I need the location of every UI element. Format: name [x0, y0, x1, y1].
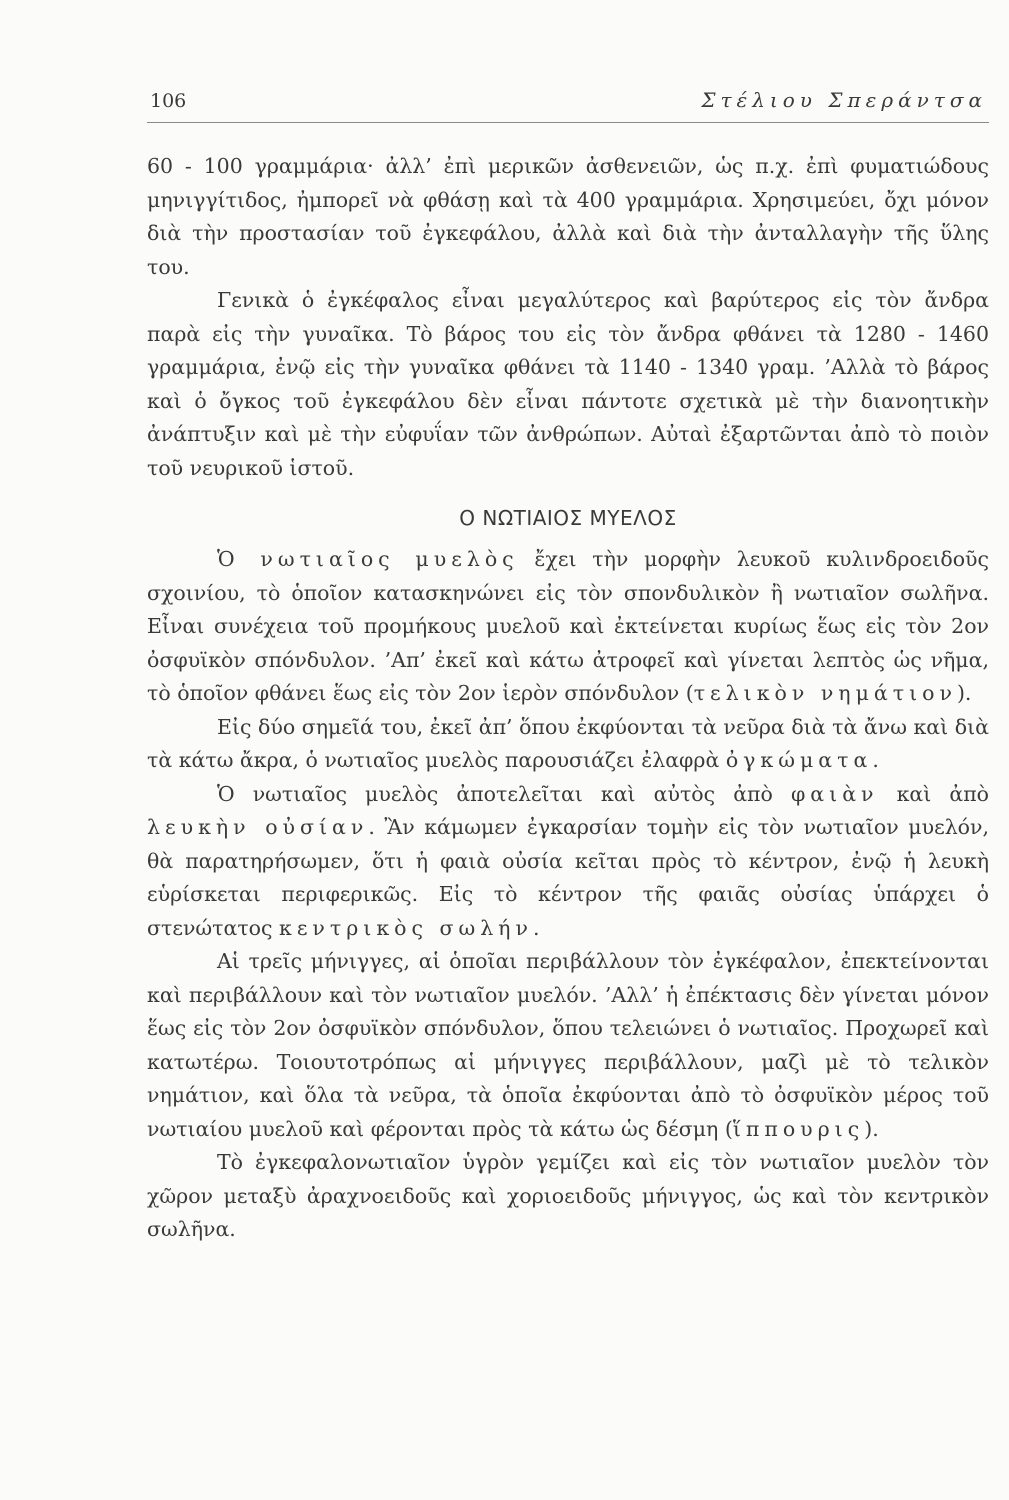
paragraph-text: . Ἂν κάμωμεν ἐγκαρσίαν τομὴν εἰς τὸν νωτιαῖον μυελόν, θὰ παρατηρήσωμεν, ὅτι ἡ φαιὰ οὐσία κεῖται πρὸς τὸ κέντρον, ἐνῷ ἡ λευκὴ εὑρίσκεται περιφερικῶς. Εἰς τὸ κέντρον τῆς φαιᾶς οὐσίας ὑπάρχει ὁ στενώτατος [147, 815, 990, 940]
paragraph: Γενικὰ ὁ ἐγκέφαλος εἶναι μεγαλύτερος καὶ βαρύτερος εἰς τὸν ἄνδρα παρὰ εἰς τὴν γυναῖκα. Τὸ βάρος του εἰς τὸν ἄνδρα φθάνει τὰ 1280 - 1460 γραμμάρια, ἐνῷ εἰς τὴν γυναῖκα φθάνει τὰ 1140 - 1340 γραμ. ’Αλλὰ τὸ βάρος καὶ ὁ ὄγκος τοῦ ἐγκεφάλου δὲν εἶναι πάντοτε σχετικὰ μὲ τὴν διανοητικὴν ἀνάπτυξιν καὶ μὲ τὴν εὐφυΐαν τῶν ἀνθρώπων. Αὐταὶ ἐξαρτῶνται ἀπὸ τὸ ποιὸν τοῦ νευρικοῦ ἱστοῦ. [147, 288, 989, 480]
paragraph-text: καὶ ἀπὸ [878, 781, 990, 806]
spaced-term: φαιὰν [790, 781, 879, 806]
spaced-term: Ὁ νωτιαῖος μυελὸς [217, 547, 519, 571]
page-number: 106 [150, 90, 187, 112]
paragraph [147, 711, 989, 778]
paragraph-text: ). [864, 1116, 879, 1141]
paragraph: Τὸ ἐγκεφαλονωτιαῖον ὑγρὸν γεμίζει καὶ εἰς τὸν νωτιαῖον μυελὸν τὸν χῶρον μεταξὺ ἀραχνοειδοῦς καὶ χοριοειδοῦς μήνιγγος, ὡς καὶ τὸν κεντρικὸν σωλῆνα. [147, 1150, 989, 1241]
spaced-term: λευκὴν οὐσίαν [147, 815, 369, 839]
spaced-term: ἵππουρις [732, 1116, 865, 1141]
body-text [147, 150, 989, 1247]
paragraph-text: Αἱ τρεῖς μήνιγγες, αἱ ὁποῖαι περιβάλλουν τὸν ἐγκέφαλον, ἐπεκτείνονται καὶ περιβάλλουν καὶ τὸν νωτιαῖον μυελόν. ’Αλλ’ ἡ ἐπέκτασις δὲν γίνεται μόνον ἕως εἰς τὸν 2ον ὀσφυϊκὸν σπόνδυλον, ὅπου τελειώνει ὁ νωτιαῖος. Προχωρεῖ καὶ κατωτέρω. Τοιουτοτρόπως αἱ μήνιγγες περιβάλλουν, μαζὶ μὲ τὸ τελικὸν νημάτιον, καὶ ὅλα τὰ νεῦρα, τὰ ὁποῖα ἐκφύονται ἀπὸ τὸ ὀσφυϊκὸν μέρος τοῦ νωτιαίου μυελοῦ καὶ φέρονται πρὸς τὰ κάτω ὡς δέσμη ( [147, 949, 989, 1141]
paragraph [147, 945, 989, 1146]
section-heading: Ο ΝΩΤΙΑΙΟΣ ΜΥΕΛΟΣ [459, 506, 677, 530]
paragraph-text: . [872, 748, 879, 772]
spaced-term: ὀγκώματα [725, 748, 873, 772]
page-header [147, 82, 989, 123]
paragraph-text: ). [956, 681, 972, 705]
paragraph: 60 - 100 γραμμάρια· ἀλλ’ ἐπὶ μερικῶν ἀσθενειῶν, ὡς π.χ. ἐπὶ φυματιώδους μηνιγγίτιδος, ἠμπορεῖ νὰ φθάσῃ καὶ τὰ 400 γραμμάρια. Χρησιμεύει, ὄχι μόνον διὰ τὴν προστασίαν τοῦ ἐγκεφάλου, ἀλλὰ καὶ διὰ τὴν ἀνταλλαγὴν τῆς ὕλης του. [147, 154, 989, 279]
paragraph-text: Ὁ νωτιαῖος μυελὸς ἀποτελεῖται καὶ αὐτὸς ἀπὸ [217, 781, 791, 806]
paragraph-text: Εἰς δύο σημεῖά του, ἐκεῖ ἀπ’ ὅπου ἐκφύονται τὰ νεῦρα διὰ τὰ ἄνω καὶ διὰ τὰ κάτω ἄκρα, ὁ νωτιαῖος μυελὸς παρουσιάζει ἐλαφρὰ [147, 714, 989, 772]
spaced-term: κεντρικὸς σωλήν [279, 915, 533, 940]
spaced-term: τελικὸν νημάτιον [693, 681, 957, 705]
running-head: Στέλιου Σπεράντσα [701, 88, 987, 112]
paragraph-text: . [532, 915, 540, 940]
paragraph [147, 543, 989, 711]
paragraph [147, 778, 989, 946]
paragraph-text: ἔχει τὴν μορφὴν λευκοῦ κυλινδροειδοῦς σχοινίου, τὸ ὁποῖον κατασκηνώνει εἰς τὸν σπονδυλικὸν ἢ νωτιαῖον σωλῆνα. Εἶναι συνέχεια τοῦ προμήκους μυελοῦ καὶ ἐκτείνεται κυρίως ἕως εἰς τὸν 2ον ὀσφυϊκὸν σπόνδυλον. ’Απ’ ἐκεῖ καὶ κάτω ἀτροφεῖ καὶ γίνεται λεπτὸς ὡς νῆμα, τὸ ὁποῖον φθάνει ἕως εἰς τὸν 2ον ἱερὸν σπόνδυλον ( [147, 547, 989, 705]
